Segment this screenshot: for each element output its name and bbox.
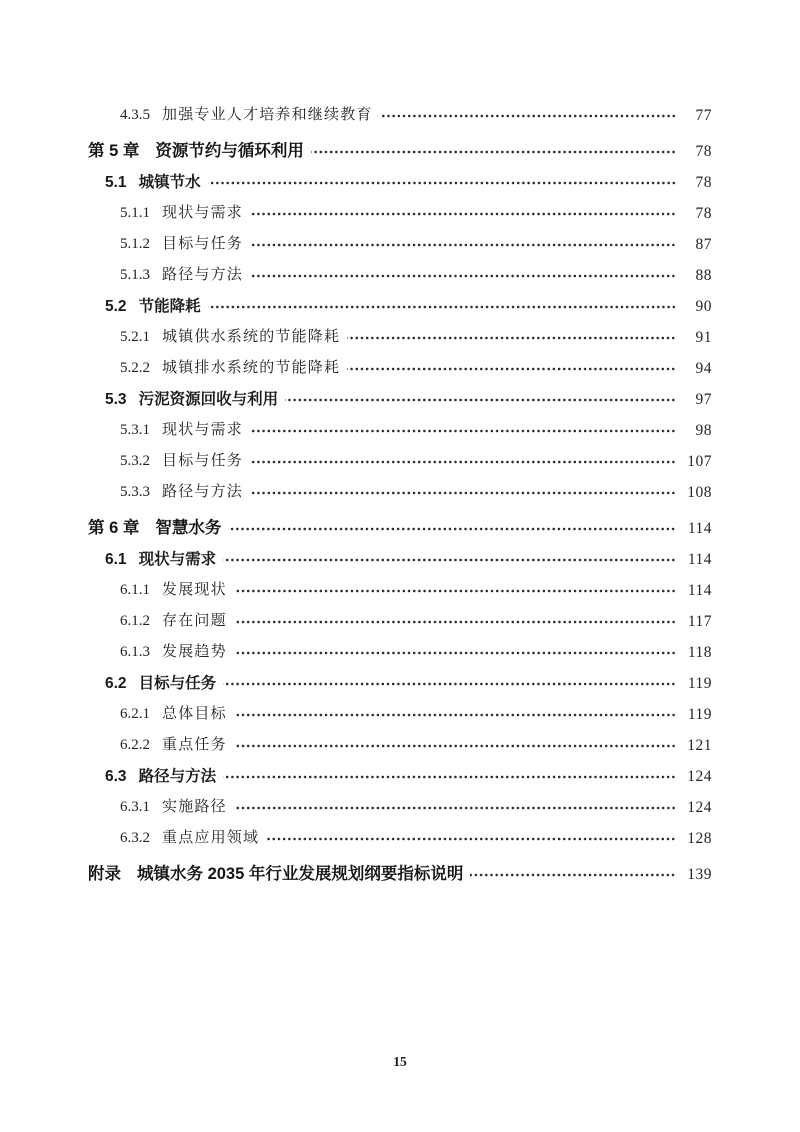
toc-entry-number: 第 5 章 — [88, 142, 140, 161]
toc-entry-title: 城镇节水 — [138, 173, 201, 191]
toc-entry — [88, 100, 712, 131]
toc-entry — [88, 823, 712, 854]
toc-entry-number: 6.3.1 — [120, 799, 150, 815]
toc-entry-page: 117 — [687, 612, 712, 630]
toc-entry-number: 附录 — [88, 865, 121, 884]
toc-entry-number: 5.1.3 — [120, 267, 150, 283]
toc-entry-number: 4.3.5 — [120, 107, 150, 123]
toc-entry-number: 6.2.2 — [120, 737, 150, 753]
toc-entry-page: 114 — [687, 581, 712, 599]
toc-entry-number: 6.2 — [105, 674, 127, 692]
toc-entry-number: 5.2.2 — [120, 360, 150, 376]
toc-entry-page: 107 — [687, 452, 712, 470]
toc-entry — [88, 260, 712, 291]
toc-entry-number: 5.2 — [105, 297, 127, 315]
toc-entry-title: 污泥资源回收与利用 — [138, 390, 279, 408]
toc-entry-page: 77 — [695, 106, 712, 124]
dot-leader — [250, 273, 676, 279]
dot-leader — [208, 304, 676, 310]
dot-leader — [223, 681, 676, 687]
toc-entry-page: 108 — [687, 483, 712, 501]
toc-entry-title: 路径与方法 — [162, 484, 244, 500]
toc-entry-page: 78 — [695, 204, 712, 222]
toc-entry — [88, 761, 712, 792]
dot-leader — [311, 149, 676, 155]
toc-entry — [88, 477, 712, 508]
toc-entry-title: 智慧水务 — [155, 519, 222, 538]
toc-entry — [88, 699, 712, 730]
toc-entry-number: 6.1.3 — [120, 644, 150, 660]
toc-entry-number: 6.1 — [105, 550, 127, 568]
toc-entry-title: 目标与任务 — [162, 236, 244, 252]
toc-entry-title: 加强专业人才培养和继续教育 — [162, 107, 373, 123]
toc-entry-page: 94 — [695, 359, 712, 377]
toc-entry — [88, 668, 712, 699]
dot-leader — [223, 774, 676, 780]
dot-leader — [250, 211, 676, 217]
dot-leader — [250, 459, 676, 465]
toc-entry-page: 114 — [687, 519, 712, 537]
toc-entry-number: 5.3.3 — [120, 484, 150, 500]
toc-entry-number: 6.3 — [105, 767, 127, 785]
toc-entry-page: 88 — [695, 266, 712, 284]
toc-entry-number: 5.3 — [105, 390, 127, 408]
toc-entry-title: 发展现状 — [162, 582, 227, 598]
dot-leader — [347, 335, 676, 341]
toc-entry — [88, 291, 712, 322]
toc-entry — [88, 229, 712, 260]
toc-entry-page: 119 — [687, 674, 712, 692]
dot-leader — [223, 557, 676, 563]
toc-entry-number: 5.3.2 — [120, 453, 150, 469]
toc-entry-title: 现状与需求 — [138, 550, 217, 568]
dot-leader — [250, 242, 676, 248]
toc-entry-title: 现状与需求 — [162, 422, 244, 438]
toc-entry-page: 139 — [687, 865, 712, 883]
toc-entry-title: 城镇供水系统的节能降耗 — [162, 329, 341, 345]
dot-leader — [234, 619, 676, 625]
toc-entry — [88, 544, 712, 575]
dot-leader — [234, 650, 676, 656]
toc-entry-title: 实施路径 — [162, 799, 227, 815]
toc-entry-number: 5.1.1 — [120, 205, 150, 221]
toc-entry-number: 5.1.2 — [120, 236, 150, 252]
toc-entry-title: 目标与任务 — [138, 674, 217, 692]
toc-entry-page: 119 — [687, 705, 712, 723]
toc-entry-title: 城镇水务 2035 年行业发展规划纲要指标说明 — [137, 865, 464, 884]
toc-entry — [88, 792, 712, 823]
toc-entry — [88, 446, 712, 477]
toc-entry-title: 总体目标 — [162, 706, 227, 722]
dot-leader — [234, 712, 676, 718]
toc-entry-page: 97 — [695, 390, 712, 408]
toc-entry-page: 121 — [687, 736, 712, 754]
toc-entry — [88, 859, 712, 890]
toc-entry-title: 资源节约与循环利用 — [155, 142, 304, 161]
toc-entry-title: 目标与任务 — [162, 453, 244, 469]
toc-entry-page: 78 — [695, 173, 712, 191]
dot-leader — [266, 836, 676, 842]
toc-entry-title: 路径与方法 — [162, 267, 244, 283]
dot-leader — [470, 872, 676, 878]
toc-entry-title: 发展趋势 — [162, 644, 227, 660]
dot-leader — [234, 805, 676, 811]
page-number: 15 — [393, 1054, 407, 1069]
dot-leader — [228, 526, 676, 532]
toc-entry — [88, 167, 712, 198]
toc-entry — [88, 322, 712, 353]
toc-entry — [88, 198, 712, 229]
dot-leader — [208, 180, 676, 186]
toc-entry-number: 第 6 章 — [88, 519, 140, 538]
toc-entry-page: 118 — [687, 643, 712, 661]
toc-entry-page: 98 — [695, 421, 712, 439]
toc-entry — [88, 637, 712, 668]
toc-entry-title: 城镇排水系统的节能降耗 — [162, 360, 341, 376]
toc-entry-page: 124 — [687, 767, 712, 785]
dot-leader — [285, 397, 676, 403]
toc-entry-title: 节能降耗 — [138, 297, 201, 315]
toc-entry-page: 87 — [695, 235, 712, 253]
toc-entry — [88, 384, 712, 415]
dot-leader — [347, 366, 676, 372]
toc-entry-number: 5.3.1 — [120, 422, 150, 438]
toc-entry — [88, 575, 712, 606]
toc-entry-page: 90 — [695, 297, 712, 315]
dot-leader — [380, 113, 676, 119]
dot-leader — [234, 588, 676, 594]
dot-leader — [250, 428, 676, 434]
toc-entry-page: 114 — [687, 550, 712, 568]
dot-leader — [250, 490, 676, 496]
toc-entry — [88, 513, 712, 544]
toc-entry-number: 6.1.1 — [120, 582, 150, 598]
toc-entry — [88, 136, 712, 167]
toc-entry-number: 6.2.1 — [120, 706, 150, 722]
toc-entry-number: 6.3.2 — [120, 830, 150, 846]
toc-entry-page: 78 — [695, 142, 712, 160]
toc-entry-page: 128 — [687, 829, 712, 847]
toc-entry — [88, 730, 712, 761]
toc-entry-number: 5.2.1 — [120, 329, 150, 345]
toc-entry-page: 124 — [687, 798, 712, 816]
toc-entry-title: 存在问题 — [162, 613, 227, 629]
toc-entry-page: 91 — [695, 328, 712, 346]
toc-entry-number: 5.1 — [105, 173, 127, 191]
toc-entry-title: 重点任务 — [162, 737, 227, 753]
toc-entry-title: 重点应用领域 — [162, 830, 260, 846]
toc-entry-title: 路径与方法 — [138, 767, 217, 785]
toc-entry — [88, 606, 712, 637]
toc-entry-title: 现状与需求 — [162, 205, 244, 221]
dot-leader — [234, 743, 676, 749]
toc-entry-number: 6.1.2 — [120, 613, 150, 629]
toc-entry — [88, 415, 712, 446]
toc-entry — [88, 353, 712, 384]
